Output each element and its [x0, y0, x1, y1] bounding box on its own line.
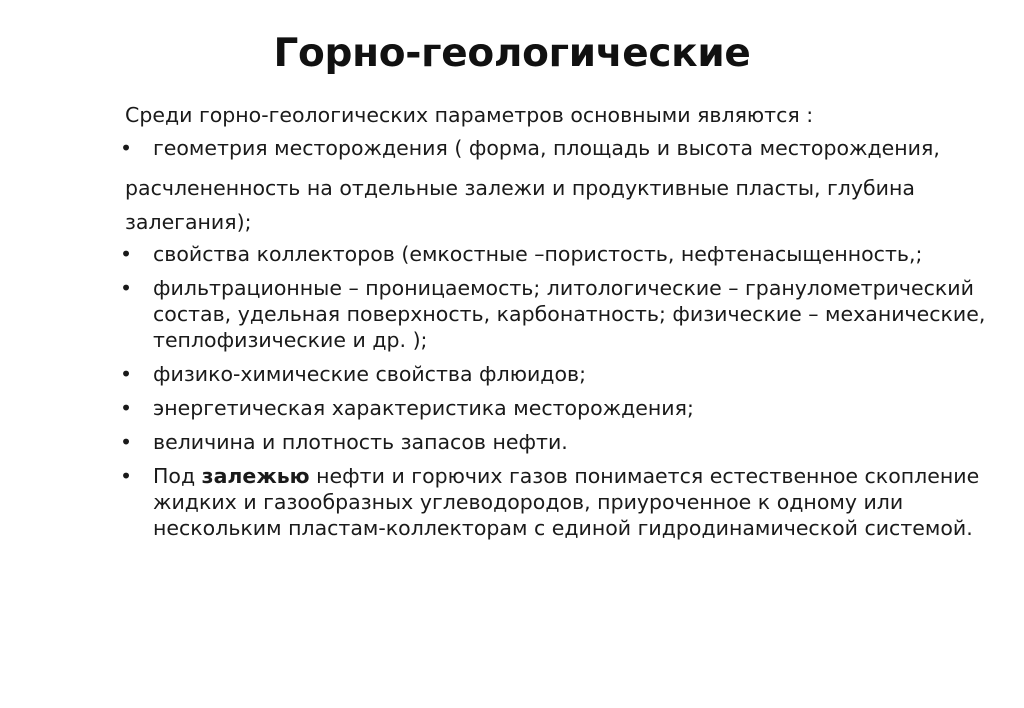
- bullet-energy: [120, 395, 1010, 421]
- bullet-geometry: [120, 135, 1010, 161]
- bullet-reservoir-properties: [120, 241, 1010, 267]
- intro-text: Среди горно-геологических параметров основными являются :: [125, 103, 814, 127]
- slide-content: [120, 102, 1010, 541]
- geometry-continuation-1: расчлененность на отдельные залежи и продуктивные пласты, глубина: [125, 176, 915, 200]
- bullet-filtration: [120, 275, 1010, 353]
- bullet-icon: •: [120, 276, 133, 300]
- bullet-icon: •: [120, 464, 133, 488]
- bullet-geometry-text: геометрия месторождения ( форма, площадь и высота месторождения,: [153, 136, 940, 160]
- slide-title: Горно-геологические: [273, 31, 751, 76]
- bullet-reserves-text: величина и плотность запасов нефти.: [153, 430, 568, 454]
- definition-prefix: Под: [153, 464, 202, 488]
- definition-text: нефти и горючих газов понимается естественное скопление жидких и газообразных углеводородов, приуроченное к одному или нескольким пластам-коллекторам с единой гидродинамической системой.: [153, 464, 980, 540]
- bullet-icon: •: [120, 396, 133, 420]
- bullet-filtration-text: фильтрационные – проницаемость; литологические – гранулометрический состав, удельная поверхность, карбонатность; физические – механические, теплофизические и др. );: [153, 276, 986, 352]
- bullet-icon: •: [120, 242, 133, 266]
- geometry-continuation-2: залегания);: [125, 210, 252, 234]
- bullet-fluids-text: физико-химические свойства флюидов;: [153, 362, 586, 386]
- bullet-reservoir-properties-text: свойства коллекторов (емкостные –пористость, нефтенасыщенность,;: [153, 242, 923, 266]
- definition-term: залежью: [201, 464, 310, 488]
- bullet-fluids: [120, 361, 1010, 387]
- bullet-icon: •: [120, 136, 133, 160]
- bullet-icon: •: [120, 362, 133, 386]
- bullet-energy-text: энергетическая характеристика месторождения;: [153, 396, 694, 420]
- bullet-reserves: [120, 429, 1010, 455]
- bullet-icon: •: [120, 430, 133, 454]
- bullet-deposit-definition: [120, 463, 1010, 541]
